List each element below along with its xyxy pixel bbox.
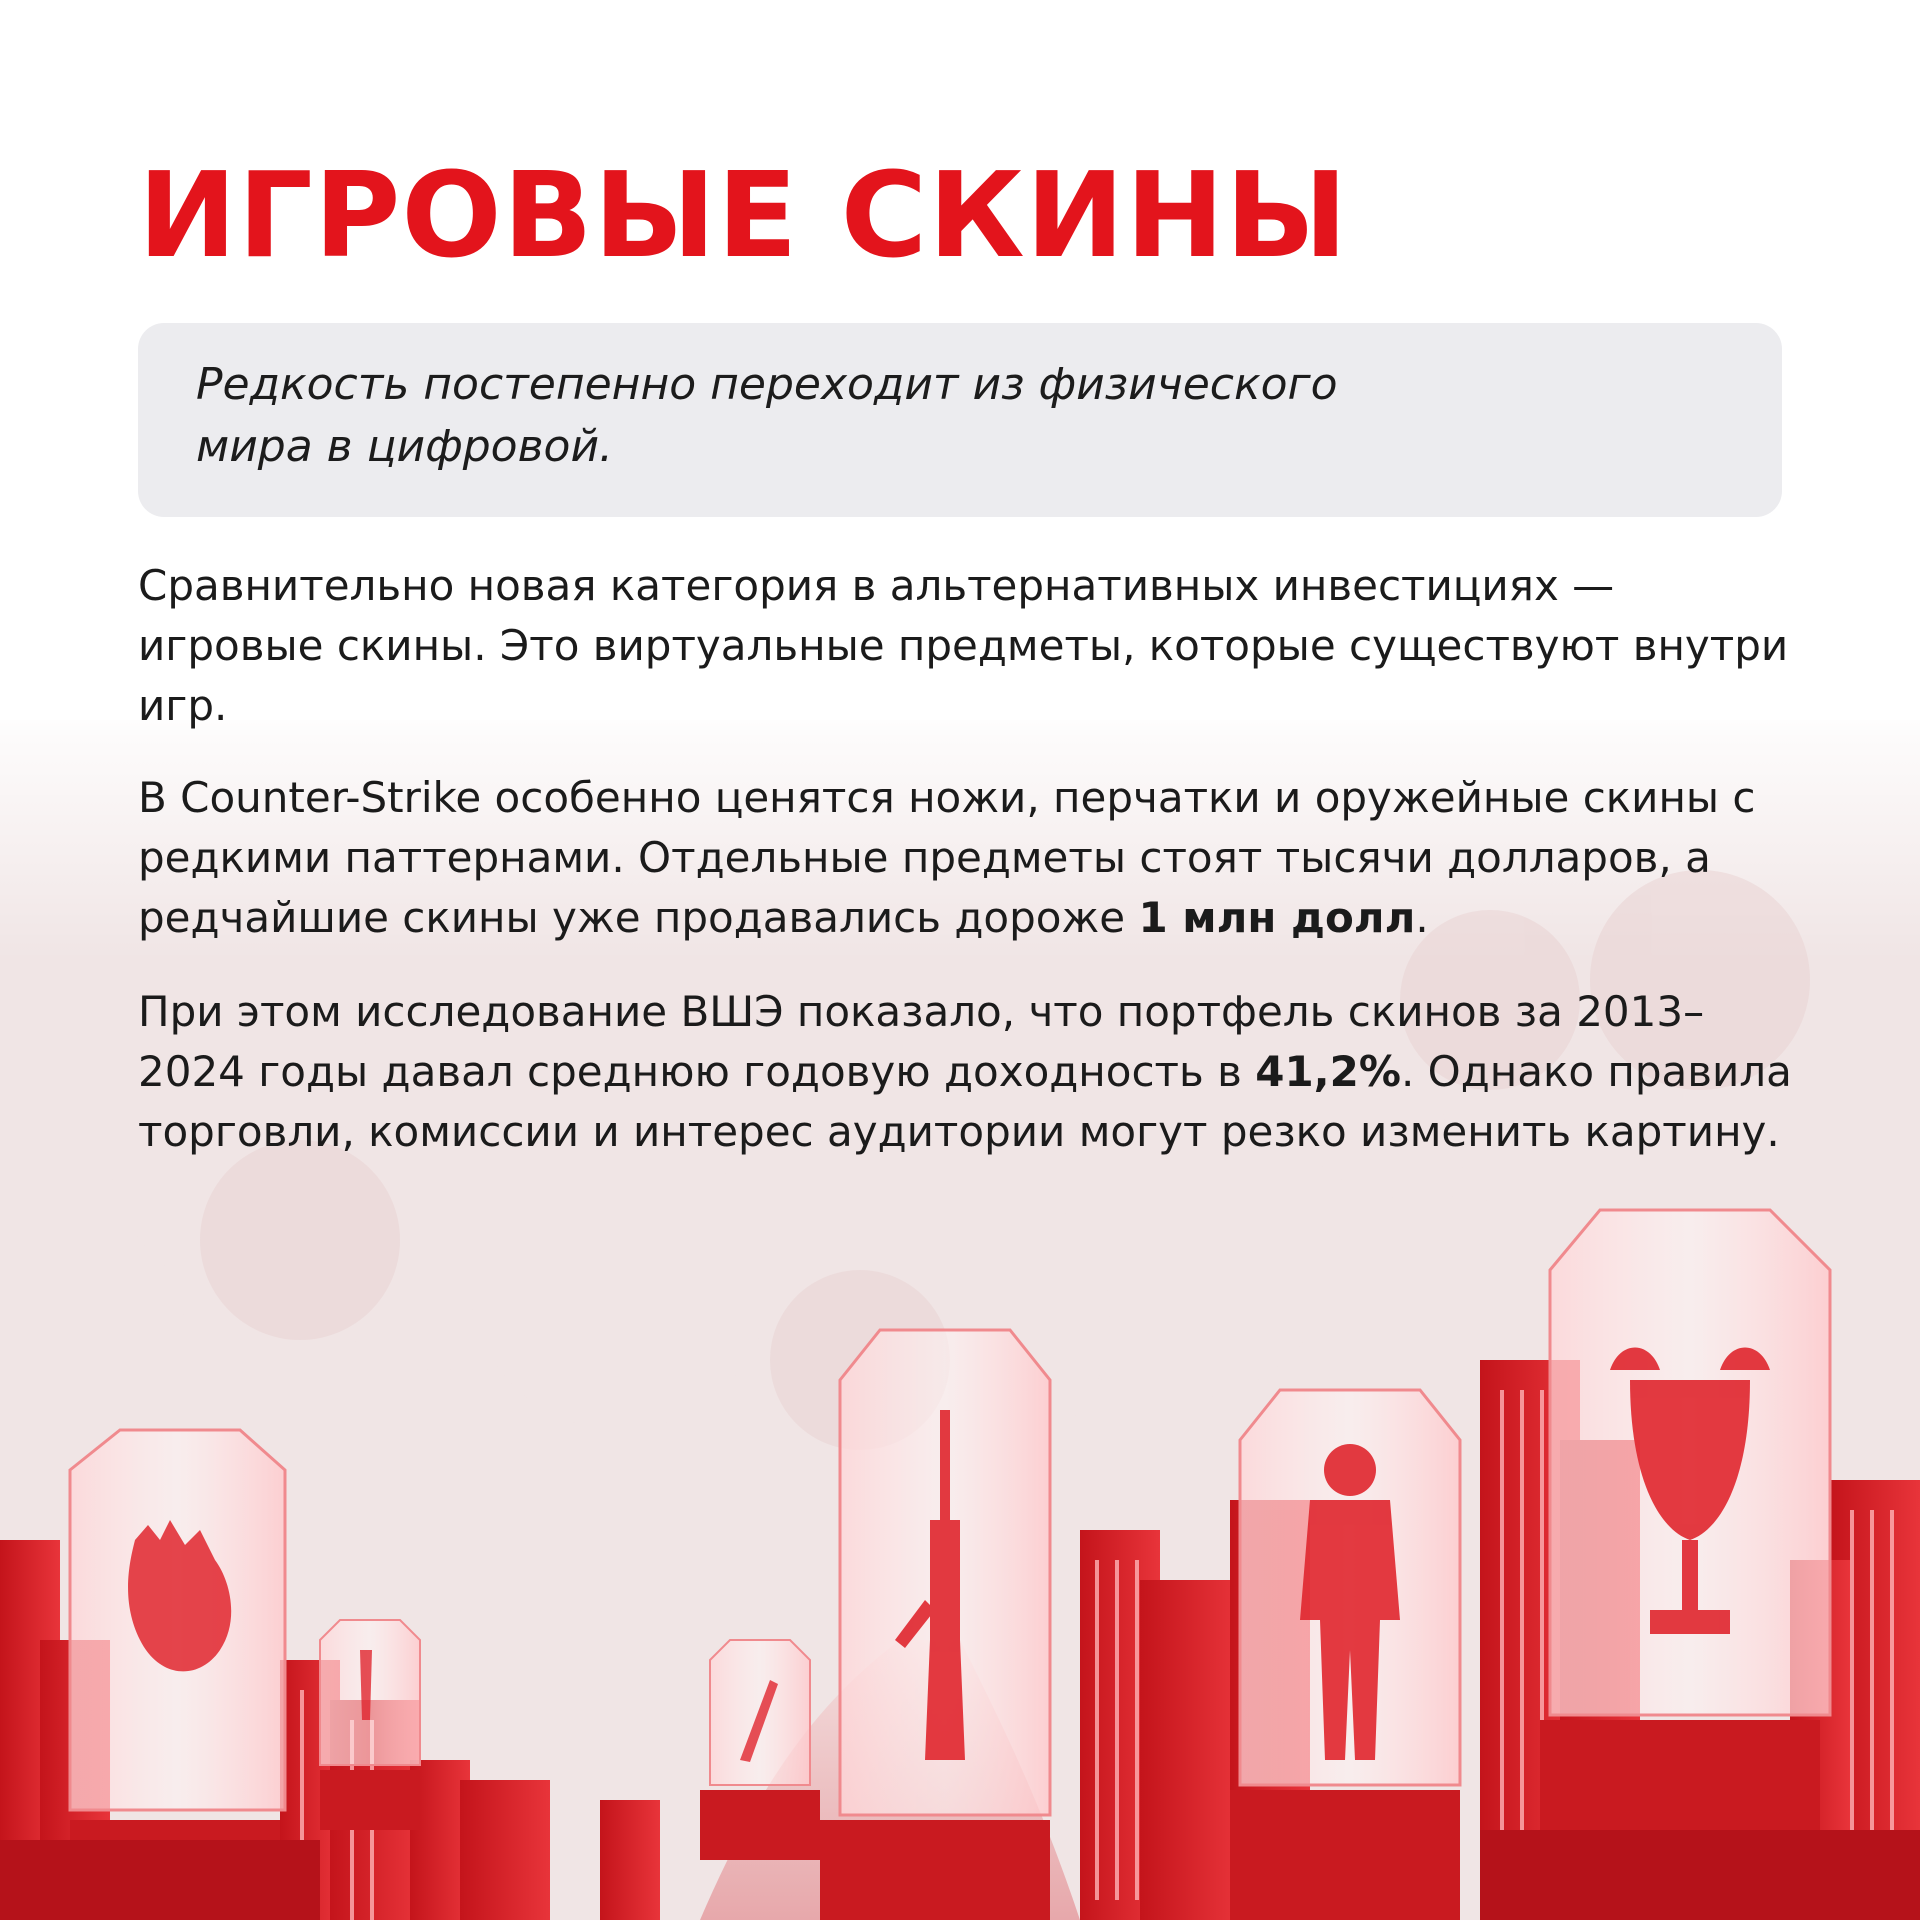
case-soldier	[1230, 1390, 1460, 1920]
paragraph-hse-study-end: . Однако правила торговли, комиссии и интерес аудитории могут резко изменить картину.	[138, 1047, 1792, 1156]
paragraph-hse-study-text: При этом исследование ВШЭ показало, что портфель скинов за 2013–2024 годы давал среднюю годовую доходность в	[138, 987, 1705, 1096]
page-title: ИГРОВЫЕ СКИНЫ	[138, 146, 1349, 284]
quote-line-2: мира в цифровой.	[196, 421, 614, 472]
highlight-price: 1 млн долл	[1138, 893, 1416, 942]
case-small-rifle	[700, 1640, 820, 1860]
paragraph-counter-strike-text: В Counter-Strike особенно ценятся ножи, перчатки и оружейные скины с редкими паттернами. Отдельные предметы стоят тысячи долларов, а редчайшие скины уже продавались дороже	[138, 773, 1756, 942]
highlight-return: 41,2%	[1255, 1047, 1401, 1096]
quote-line-1: Редкость постепенно переходит из физического	[196, 359, 1338, 410]
quote-box	[138, 323, 1782, 517]
paragraph-intro: Сравнительно новая категория в альтернативных инвестициях — игровые скины. Это виртуальные предметы, которые существуют внутри игр.	[138, 561, 1789, 730]
paragraph-hse-study	[138, 982, 1798, 1162]
case-rifle	[820, 1330, 1050, 1920]
case-knife	[320, 1620, 420, 1830]
case-trophy	[1540, 1210, 1830, 1920]
paragraph-counter-strike	[138, 768, 1798, 948]
quote-text	[196, 354, 1436, 478]
knife-icon	[360, 1650, 372, 1720]
paragraph-counter-strike-end: .	[1415, 893, 1429, 942]
